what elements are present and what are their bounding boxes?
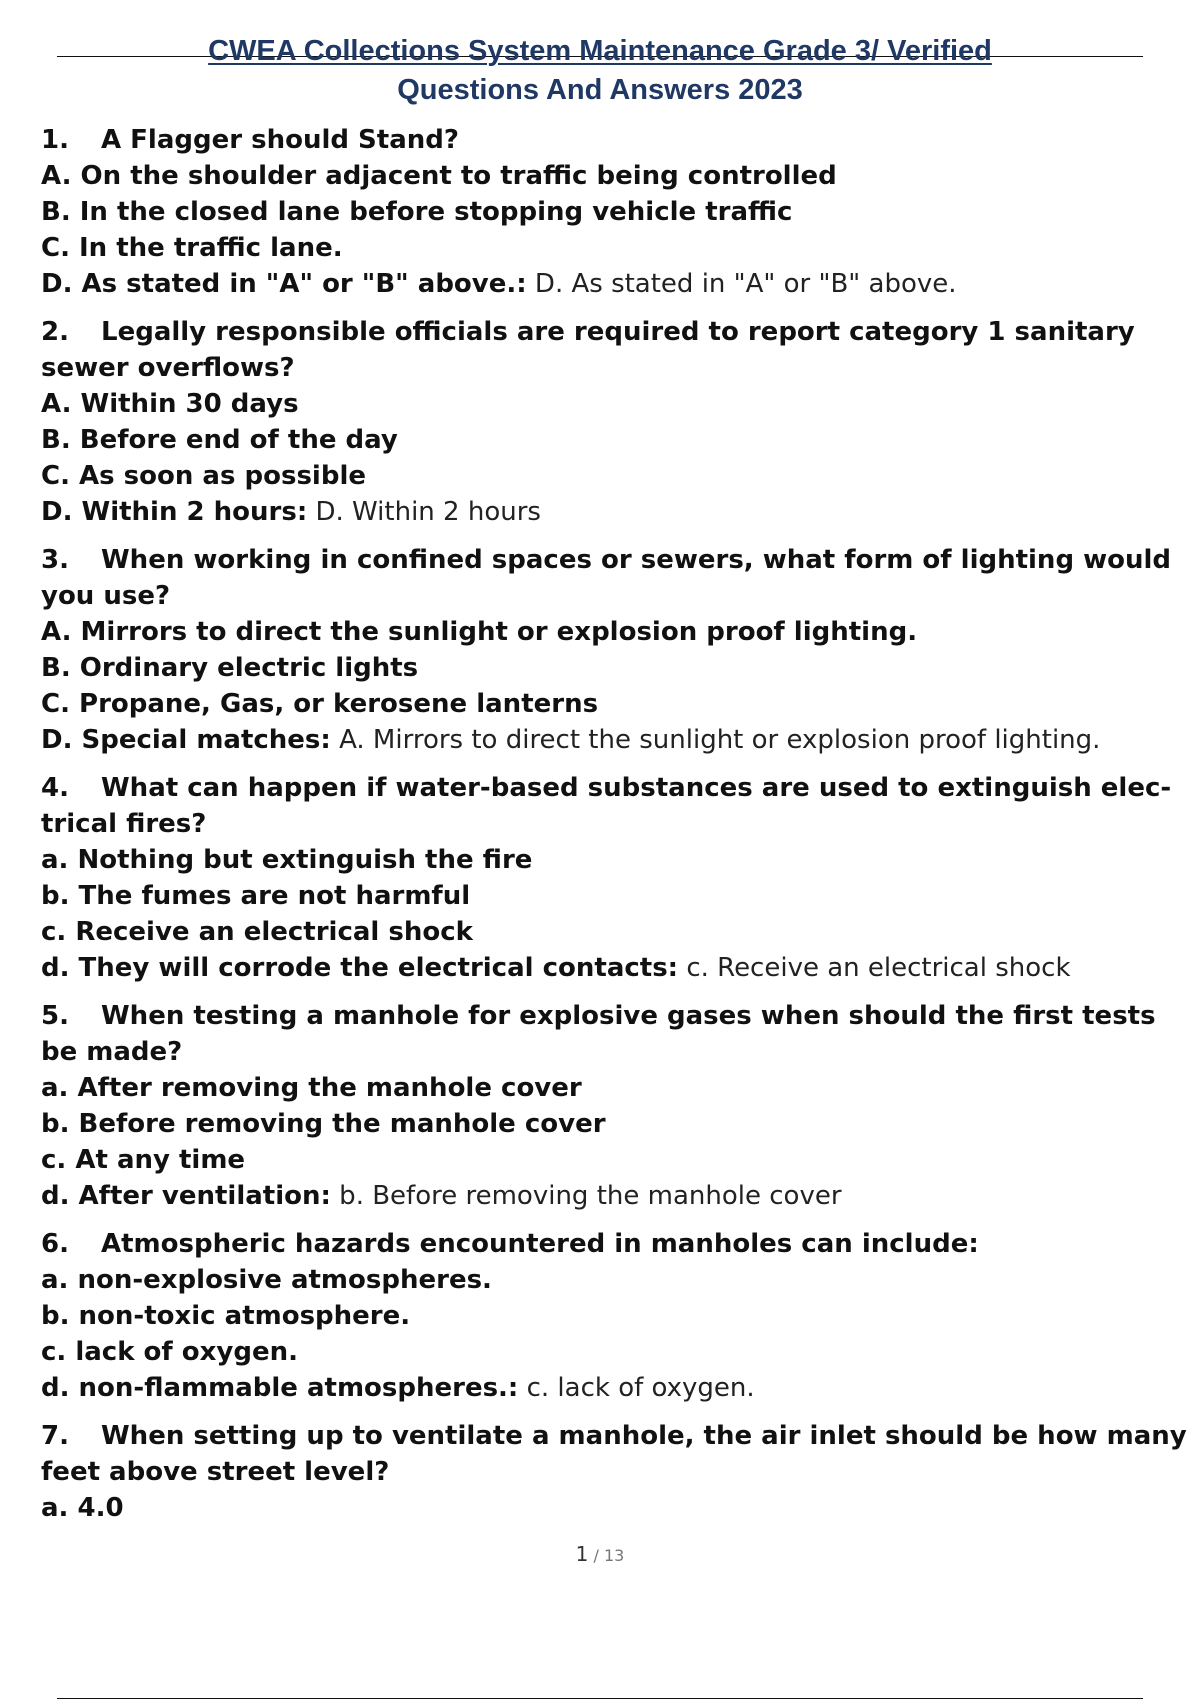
answer-option: a. non-explosive atmospheres.	[41, 1265, 492, 1295]
answer-option: a. 4.0	[41, 1493, 124, 1523]
question-block	[41, 1226, 1191, 1406]
question-text: Atmospheric hazards encountered in manholes can include:	[101, 1229, 979, 1259]
correct-answer: c. lack of oxygen.	[518, 1373, 755, 1403]
correct-answer: A. Mirrors to direct the sunlight or explosion proof lighting.	[330, 725, 1101, 755]
question-text: Legally responsible officials are required to report category 1 sanitary sewer overflows?	[41, 317, 1135, 383]
question-number: 3.	[41, 545, 69, 575]
question-block	[41, 314, 1191, 530]
page-indicator	[0, 1542, 1200, 1566]
answer-option: d. non-flammable atmospheres.:	[41, 1373, 519, 1403]
question-text: What can happen if water-based substances are used to extinguish elec- trical fires?	[41, 773, 1172, 839]
answer-option: B. Ordinary electric lights	[41, 653, 419, 683]
question-number: 4.	[41, 773, 69, 803]
answer-option: C. Propane, Gas, or kerosene lanterns	[41, 689, 599, 719]
answer-option: c. At any time	[41, 1145, 246, 1175]
answer-option: A. Mirrors to direct the sunlight or explosion proof lighting.	[41, 617, 918, 647]
answer-option: a. Nothing but extinguish the fire	[41, 845, 533, 875]
question-text: When testing a manhole for explosive gases when should the first tests be made?	[41, 1001, 1156, 1067]
answer-option: B. Before end of the day	[41, 425, 398, 455]
answer-option: C. In the traffic lane.	[41, 233, 343, 263]
answer-option: b. Before removing the manhole cover	[41, 1109, 606, 1139]
page-current: 1	[575, 1542, 589, 1566]
question-block	[41, 998, 1191, 1214]
answer-option: D. Special matches:	[41, 725, 331, 755]
question-number: 1.	[41, 125, 69, 155]
question-block	[41, 542, 1191, 758]
answer-option: D. Within 2 hours:	[41, 497, 308, 527]
answer-option: D. As stated in "A" or "B" above.:	[41, 269, 527, 299]
answer-option: d. After ventilation:	[41, 1181, 331, 1211]
question-text: A Flagger should Stand?	[101, 125, 459, 155]
answer-option: B. In the closed lane before stopping vehicle traffic	[41, 197, 793, 227]
document-title-line-1: CWEA Collections System Maintenance Grade 3/ Verified	[208, 35, 992, 67]
answer-option: b. non-toxic atmosphere.	[41, 1301, 411, 1331]
correct-answer: D. Within 2 hours	[307, 497, 541, 527]
question-block	[41, 122, 1191, 302]
document-title-line-2: Questions And Answers 2023	[397, 74, 803, 106]
question-text: When working in confined spaces or sewers, what form of lighting would you use?	[41, 545, 1172, 611]
answer-option: d. They will corrode the electrical contacts:	[41, 953, 679, 983]
question-text: When setting up to ventilate a manhole, the air inlet should be how many feet above street level?	[41, 1421, 1187, 1487]
answer-option: A. On the shoulder adjacent to traffic being controlled	[41, 161, 837, 191]
questions-list	[41, 122, 1191, 1538]
footer-rule	[57, 1698, 1143, 1699]
answer-option: C. As soon as possible	[41, 461, 366, 491]
answer-option: a. After removing the manhole cover	[41, 1073, 582, 1103]
page-total: / 13	[588, 1546, 625, 1565]
question-number: 7.	[41, 1421, 69, 1451]
answer-option: A. Within 30 days	[41, 389, 299, 419]
question-number: 5.	[41, 1001, 69, 1031]
question-number: 2.	[41, 317, 69, 347]
correct-answer: D. As stated in "A" or "B" above.	[526, 269, 957, 299]
answer-option: c. lack of oxygen.	[41, 1337, 298, 1367]
correct-answer: c. Receive an electrical shock	[678, 953, 1071, 983]
question-block	[41, 770, 1191, 986]
question-number: 6.	[41, 1229, 69, 1259]
answer-option: b. The fumes are not harmful	[41, 881, 471, 911]
correct-answer: b. Before removing the manhole cover	[330, 1181, 842, 1211]
answer-option: c. Receive an electrical shock	[41, 917, 473, 947]
question-block	[41, 1418, 1191, 1526]
